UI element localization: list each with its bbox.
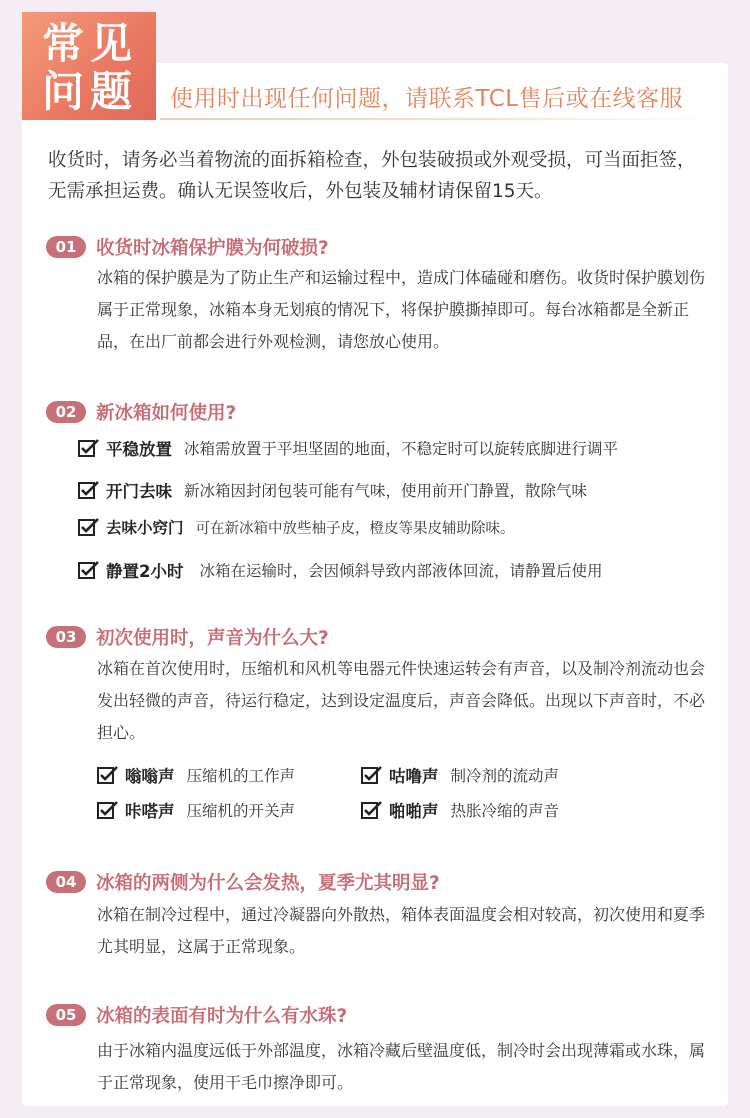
question-5-header: [46, 1002, 347, 1028]
checkbox-check-icon: [78, 438, 100, 458]
checkbox-check-icon: [78, 480, 100, 500]
usage-item-text: 新冰箱因封闭包装可能有气味，使用前开门静置，散除气味: [184, 482, 588, 500]
usage-item: [78, 478, 587, 502]
question-number-badge: 02: [46, 401, 86, 423]
sound-item-text: 压缩机的工作声: [186, 767, 296, 785]
usage-item-text: 冰箱在运输时，会因倾斜导致内部液体回流，请静置后使用: [199, 562, 603, 580]
usage-item: [78, 436, 618, 460]
checkbox-check-icon: [78, 517, 100, 537]
question-title: 初次使用时，声音为什么大?: [96, 628, 329, 649]
usage-item-label: 平稳放置: [106, 440, 172, 459]
usage-item: [78, 558, 603, 582]
checkbox-check-icon: [361, 800, 383, 820]
question-number-badge: 01: [46, 236, 86, 258]
question-title: 冰箱的两侧为什么会发热，夏季尤其明显?: [96, 873, 440, 894]
header-subtitle: 使用时出现任何问题，请联系TCL售后或在线客服: [170, 86, 684, 112]
usage-item-label: 开门去味: [106, 482, 172, 501]
sound-item: [361, 763, 559, 787]
question-4-header: [46, 869, 440, 895]
question-title: 新冰箱如何使用?: [96, 403, 237, 424]
usage-item: [78, 516, 515, 538]
sound-item-text: 热胀冷缩的声音: [450, 802, 560, 820]
sound-item-label: 嗡嗡声: [125, 767, 175, 786]
sound-item: [361, 798, 559, 822]
sound-item-label: 咔嗒声: [125, 802, 175, 821]
checkbox-check-icon: [97, 765, 119, 785]
question-title: 收货时冰箱保护膜为何破损?: [96, 238, 329, 259]
badge-line2: 问题: [42, 67, 139, 116]
sound-item-text: 制冷剂的流动声: [450, 767, 560, 785]
sound-item: [97, 763, 295, 787]
sound-item-text: 压缩机的开关声: [186, 802, 296, 820]
usage-item-text: 冰箱需放置于平坦坚固的地面，不稳定时可以旋转底脚进行调平: [184, 440, 619, 458]
question-number-badge: 05: [46, 1004, 86, 1026]
question-number-badge: 03: [46, 626, 86, 648]
badge-line1: 常见: [42, 19, 139, 68]
usage-item-label: 静置2小时: [106, 562, 184, 581]
checkbox-check-icon: [78, 560, 100, 580]
question-4-answer: 冰箱在制冷过程中，通过冷凝器向外散热，箱体表面温度会相对较高，初次使用和夏季尤其明显，这属于正常现象。: [97, 905, 706, 956]
question-1-answer: 冰箱的保护膜是为了防止生产和运输过程中，造成门体磕碰和磨伤。收货时保护膜划伤属于正常现象，冰箱本身无划痕的情况下，将保护膜撕掉即可。每台冰箱都是全新正品，在出厂前都会进行外观检测，请您放心使用。: [97, 268, 706, 351]
checkbox-check-icon: [361, 765, 383, 785]
checkbox-check-icon: [97, 800, 119, 820]
question-3-answer: 冰箱在首次使用时，压缩机和风机等电器元件快速运转会有声音，以及制冷剂流动也会发出轻微的声音，待运行稳定，达到设定温度后，声音会降低。出现以下声音时，不必担心。: [97, 659, 706, 742]
question-1-header: [46, 234, 329, 260]
usage-item-label: 去味小窍门: [106, 519, 184, 537]
usage-item-text: 可在新冰箱中放些柚子皮，橙皮等果皮辅助除味。: [195, 520, 515, 537]
intro-text: 收货时，请务必当着物流的面拆箱检查，外包装破损或外观受损，可当面拒签，无需承担运费。确认无误签收后，外包装及辅材请保留15天。: [48, 150, 696, 202]
question-3-header: [46, 624, 329, 650]
question-title: 冰箱的表面有时为什么有水珠?: [96, 1006, 348, 1027]
sound-item: [97, 798, 295, 822]
faq-title-badge: [22, 12, 156, 120]
sound-item-label: 啪啪声: [389, 802, 439, 821]
question-2-header: [46, 399, 236, 425]
question-5-answer: 由于冰箱内温度远低于外部温度，冰箱冷藏后壁温度低，制冷时会出现薄霜或水珠，属于正常现象，使用干毛巾擦净即可。: [97, 1041, 706, 1092]
sound-item-label: 咕噜声: [389, 767, 439, 786]
header-underline: [160, 118, 712, 120]
question-number-badge: 04: [46, 871, 86, 893]
